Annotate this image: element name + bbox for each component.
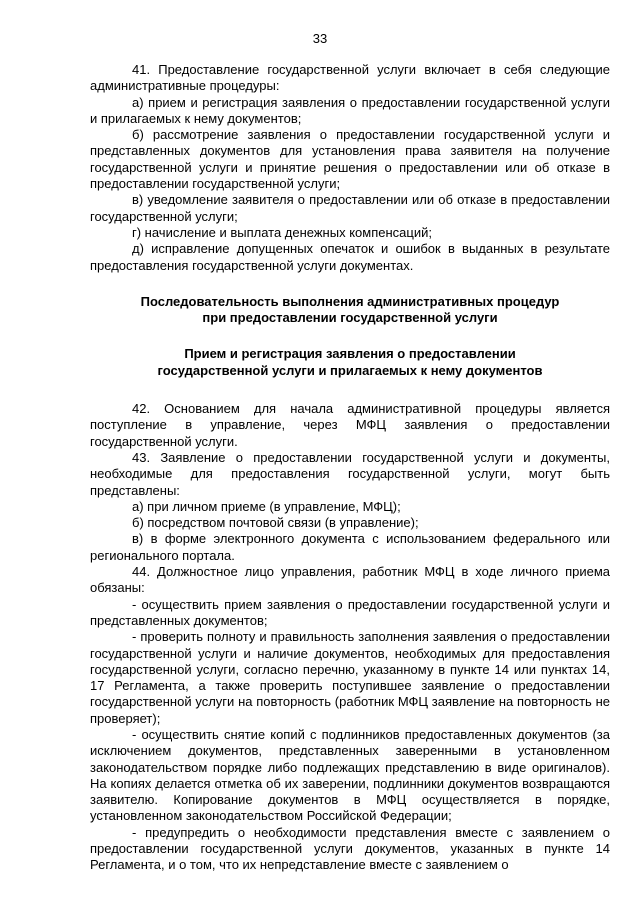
duty-item-1: - осуществить прием заявления о предоставлении государственной услуги и представленных документов; bbox=[90, 596, 610, 628]
list-item-g: г) начисление и выплата денежных компенсаций; bbox=[132, 224, 432, 240]
list-item-v: в) уведомление заявителя о предоставлении или об отказе в предоставлении государственной услуги; bbox=[90, 192, 610, 224]
paragraph-41: 41. Предоставление государственной услуги включает в себя следующие административные процедуры: bbox=[90, 62, 610, 94]
duty-item-2: - проверить полноту и правильность заполнения заявления о предоставлении государственной услуги и наличие документов, необходимых для предоставления государственной услуги, согласно перечню, указанному в пункте 14 или пунктах 14, 17 Регламента, а также проверить поступившее заявление о предоставлении государственной услуги на повторность (работник МФЦ заявление на повторность не проверяет); bbox=[90, 629, 610, 726]
paragraph-44: 44. Должностное лицо управления, работник МФЦ в ходе личного приема обязаны: bbox=[90, 564, 610, 596]
page-number: 33 bbox=[312, 31, 328, 46]
document-body bbox=[90, 62, 610, 874]
section-heading-line-1: Последовательность выполнения административных процедур bbox=[140, 293, 560, 309]
subsection-heading-line-2: государственной услуги и прилагаемых к нему документов bbox=[157, 362, 543, 378]
list-item-b: б) рассмотрение заявления о предоставлении государственной услуги и представленных документов для установления права заявителя на получение государственной услуги и принятие решения о предоставлении или об отказе в предоставлении государственной услуги; bbox=[90, 127, 610, 192]
list-item-43-b: б) посредством почтовой связи (в управление); bbox=[132, 515, 419, 531]
list-item-43-a: а) при личном приеме (в управление, МФЦ); bbox=[132, 498, 401, 514]
list-item-d: д) исправление допущенных опечаток и ошибок в выданных в результате предоставления государственной услуги документах. bbox=[90, 241, 610, 273]
section-heading-line-2: при предоставлении государственной услуги bbox=[202, 310, 498, 326]
list-item-a: а) прием и регистрация заявления о предоставлении государственной услуги и прилагаемых к нему документов; bbox=[90, 94, 610, 126]
paragraph-43: 43. Заявление о предоставлении государственной услуги и документы, необходимые для предоставления государственной услуги, могут быть представлены: bbox=[90, 449, 610, 498]
paragraph-42: 42. Основанием для начала административной процедуры является поступление в управление, через МФЦ заявления о предоставлении государственной услуги. bbox=[90, 401, 610, 449]
subsection-heading-line-1: Прием и регистрация заявления о предоставлении bbox=[184, 346, 516, 362]
subsection-heading bbox=[90, 346, 610, 379]
duty-item-3: - осуществить снятие копий с подлинников предоставленных документов (за исключением документов, представленных заверенными в установленном законодательством порядке либо подлежащих представлению в виде оригиналов). На копиях делается отметка об их заверении, подлинники документов возвращаются заявителю. Копирование документов в МФЦ осуществляется в порядке, установленном законодательством Российской Федерации; bbox=[90, 726, 610, 824]
section-heading bbox=[90, 294, 610, 327]
duty-item-4: - предупредить о необходимости представления вместе с заявлением о предоставлении государственной услуги документов, указанных в пункте 14 Регламента, и о том, что их непредставление вместе с заявлением о bbox=[90, 824, 610, 873]
list-item-43-v: в) в форме электронного документа с использованием федерального или регионального портала. bbox=[90, 531, 610, 563]
